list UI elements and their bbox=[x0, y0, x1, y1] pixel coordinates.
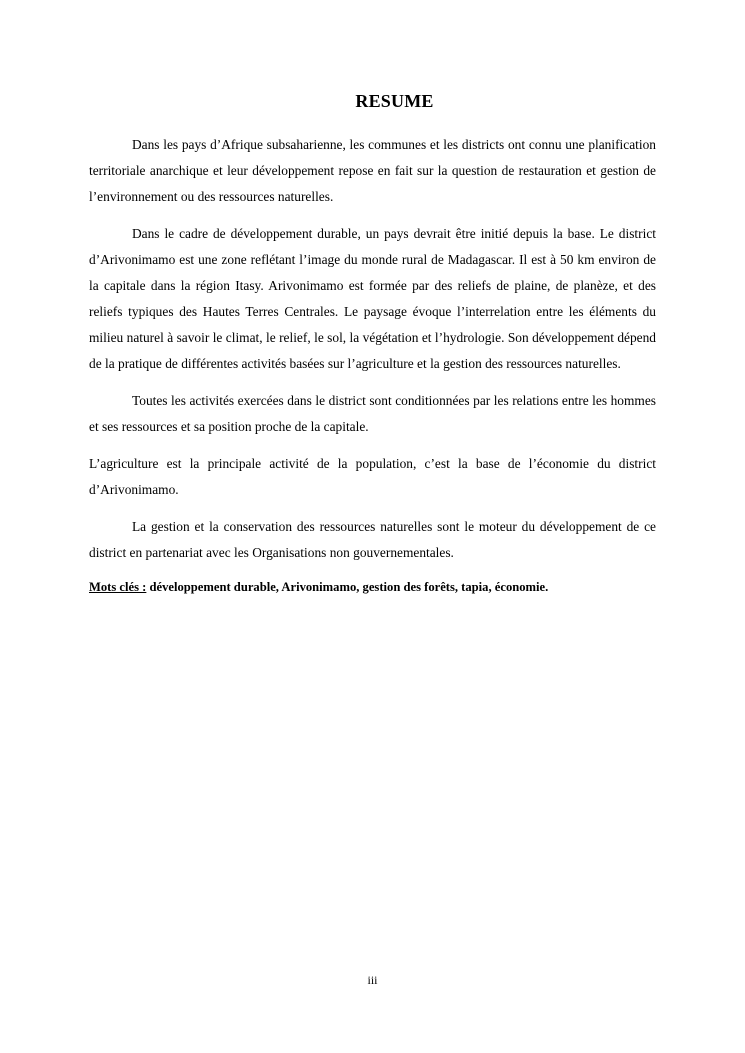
keywords-line bbox=[89, 577, 656, 597]
paragraph-5: La gestion et la conservation des ressources naturelles sont le moteur du développement de ce district en partenariat avec les Organisations non gouvernementales. bbox=[89, 519, 656, 560]
abstract-body bbox=[89, 132, 656, 597]
paragraph-3: Toutes les activités exercées dans le district sont conditionnées par les relations entre les hommes et ses ressources et sa position proche de la capitale. bbox=[89, 393, 656, 434]
keywords-text: développement durable, Arivonimamo, gestion des forêts, tapia, économie. bbox=[146, 580, 549, 594]
keywords-label: Mots clés : bbox=[89, 580, 147, 594]
paragraph-4: L’agriculture est la principale activité de la population, c’est la base de l’économie du district d’Arivonimamo. bbox=[89, 456, 656, 497]
page-number: iii bbox=[367, 973, 378, 987]
paragraph-2: Dans le cadre de développement durable, un pays devrait être initié depuis la base. Le district d’Arivonimamo est une zone reflétant l’image du monde rural de Madagascar. Il est à 50 km environ de la capitale dans la région Itasy. Arivonimamo est formée par des reliefs de plaine, de planèze, et des reliefs typiques des Hautes Terres Centrales. Le paysage évoque l’interrelation entre les éléments du milieu naturel à savoir le climat, le relief, le sol, la végétation et l’hydrologie. Son développement dépend de la pratique de différentes activités basées sur l’agriculture et la gestion des ressources naturelles. bbox=[89, 226, 656, 371]
page-title: RESUME bbox=[355, 91, 434, 111]
paragraph-1: Dans les pays d’Afrique subsaharienne, les communes et les districts ont connu une planification territoriale anarchique et leur développement repose en fait sur la question de restauration et gestion de l’environnement ou des ressources naturelles. bbox=[89, 137, 656, 204]
